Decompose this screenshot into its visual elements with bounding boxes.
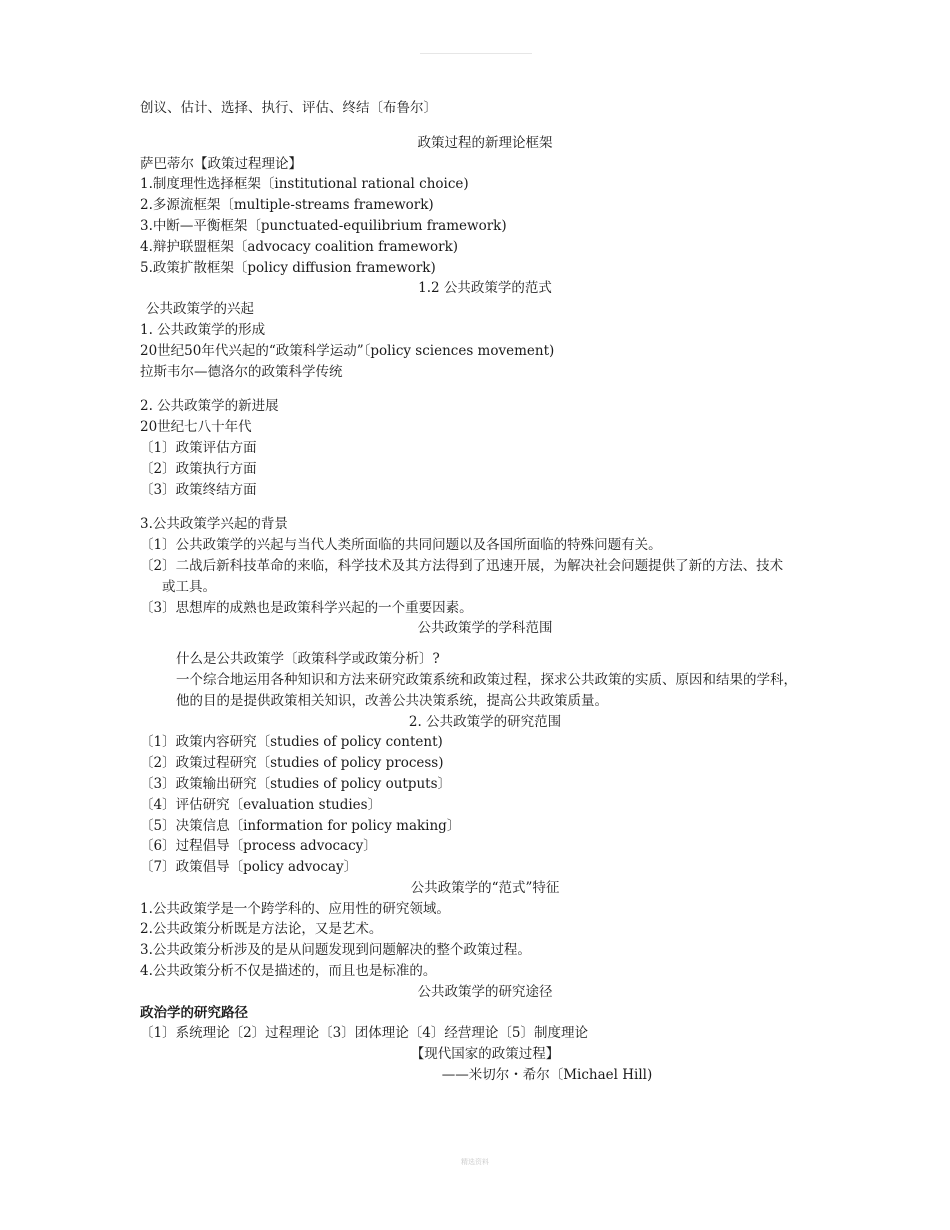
- research-item: 〔2〕政策过程研究〔studies of policy process): [140, 755, 444, 772]
- document-body: [140, 98, 830, 1086]
- definition-answer: 他的目的是提供政策相关知识，改善公共决策系统，提高公共政策质量。: [176, 692, 608, 709]
- definition-answer: 一个综合地运用各种知识和方法来研究政策系统和政策过程，探求公共政策的实质、原因和结果的学科，: [176, 671, 797, 688]
- modern-state-title: 【现代国家的政策过程】: [410, 1046, 560, 1063]
- framework-item: 5.政策扩散框架〔policy diffusion framework): [140, 259, 436, 276]
- section-heading-paradigm: 1.2 公共政策学的范式: [418, 280, 552, 297]
- formation-heading: 1. 公共政策学的形成: [140, 321, 266, 338]
- background-item: 〔1〕公共政策学的兴起与当代人类所面临的共同问题以及各国所面临的特殊问题有关。: [140, 537, 662, 554]
- rise-heading: 公共政策学的兴起: [146, 301, 254, 318]
- header-rule: [420, 53, 532, 54]
- framework-item: 4.辩护联盟框架〔advocacy coalition framework): [140, 238, 459, 255]
- definition-question: 什么是公共政策学〔政策科学或政策分析〕?: [176, 651, 440, 668]
- framework-heading: 政策过程的新理论框架: [417, 134, 553, 151]
- framework-author: 萨巴蒂尔【政策过程理论】: [140, 155, 302, 172]
- background-item: 〔3〕思想库的成熟也是政策科学兴起的一个重要因素。: [140, 599, 473, 616]
- intro-line: 创议、估计、选择、执行、评估、终结〔布鲁尔〕: [140, 100, 437, 116]
- author-credit: ——米切尔・希尔〔Michael Hill): [441, 1067, 653, 1084]
- formation-line: 20世纪50年代兴起的“政策科学运动”〔policy sciences movement): [140, 342, 555, 359]
- progress-item: 〔2〕政策执行方面: [140, 460, 257, 477]
- research-item: 〔5〕决策信息〔information for policy making〕: [140, 817, 461, 834]
- approach-heading: 公共政策学的研究途径: [417, 983, 553, 1000]
- research-item: 〔3〕政策输出研究〔studies of policy outputs〕: [140, 775, 452, 792]
- progress-era: 20世纪七八十年代: [140, 419, 252, 436]
- progress-item: 〔3〕政策终结方面: [140, 481, 257, 498]
- progress-heading: 2. 公共政策学的新进展: [140, 398, 279, 415]
- research-item: 〔4〕评估研究〔evaluation studies〕: [140, 796, 382, 813]
- scope-heading: 公共政策学的学科范围: [417, 620, 553, 637]
- feature-item: 3.公共政策分析涉及的是从问题发现到问题解决的整个政策过程。: [140, 942, 531, 959]
- feature-item: 4.公共政策分析不仅是描述的，而且也是标准的。: [140, 963, 437, 980]
- background-heading: 3.公共政策学兴起的背景: [140, 516, 288, 533]
- poli-sci-heading: 政治学的研究路径: [140, 1004, 248, 1021]
- progress-item: 〔1〕政策评估方面: [140, 439, 257, 456]
- framework-item: 3.中断—平衡框架〔punctuated-equilibrium framework): [140, 217, 507, 234]
- research-scope-heading: 2. 公共政策学的研究范围: [408, 713, 562, 730]
- formation-line: 拉斯韦尔—德洛尔的政策科学传统: [140, 363, 343, 380]
- framework-item: 1.制度理性选择框架〔institutional rational choice): [140, 176, 469, 193]
- feature-item: 1.公共政策学是一个跨学科的、应用性的研究领域。: [140, 900, 450, 917]
- poli-sci-theories: 〔1〕系统理论〔2〕过程理论〔3〕团体理论〔4〕经营理论〔5〕制度理论: [140, 1025, 588, 1042]
- research-item: 〔1〕政策内容研究〔studies of policy content): [140, 734, 443, 751]
- research-item: 〔7〕政策倡导〔policy advocay〕: [140, 859, 358, 876]
- feature-item: 2.公共政策分析既是方法论，又是艺术。: [140, 921, 383, 938]
- background-item-continued: 或工具。: [162, 578, 216, 595]
- features-heading: 公共政策学的“范式”特征: [410, 879, 560, 896]
- background-item: 〔2〕二战后新科技革命的来临，科学技术及其方法得到了迅速开展，为解决社会问题提供了新的方法、技术: [140, 557, 784, 574]
- research-item: 〔6〕过程倡导〔process advocacy〕: [140, 838, 377, 855]
- page-footer: 精选资料: [461, 1158, 489, 1166]
- framework-item: 2.多源流框架〔multiple-streams framework): [140, 197, 434, 214]
